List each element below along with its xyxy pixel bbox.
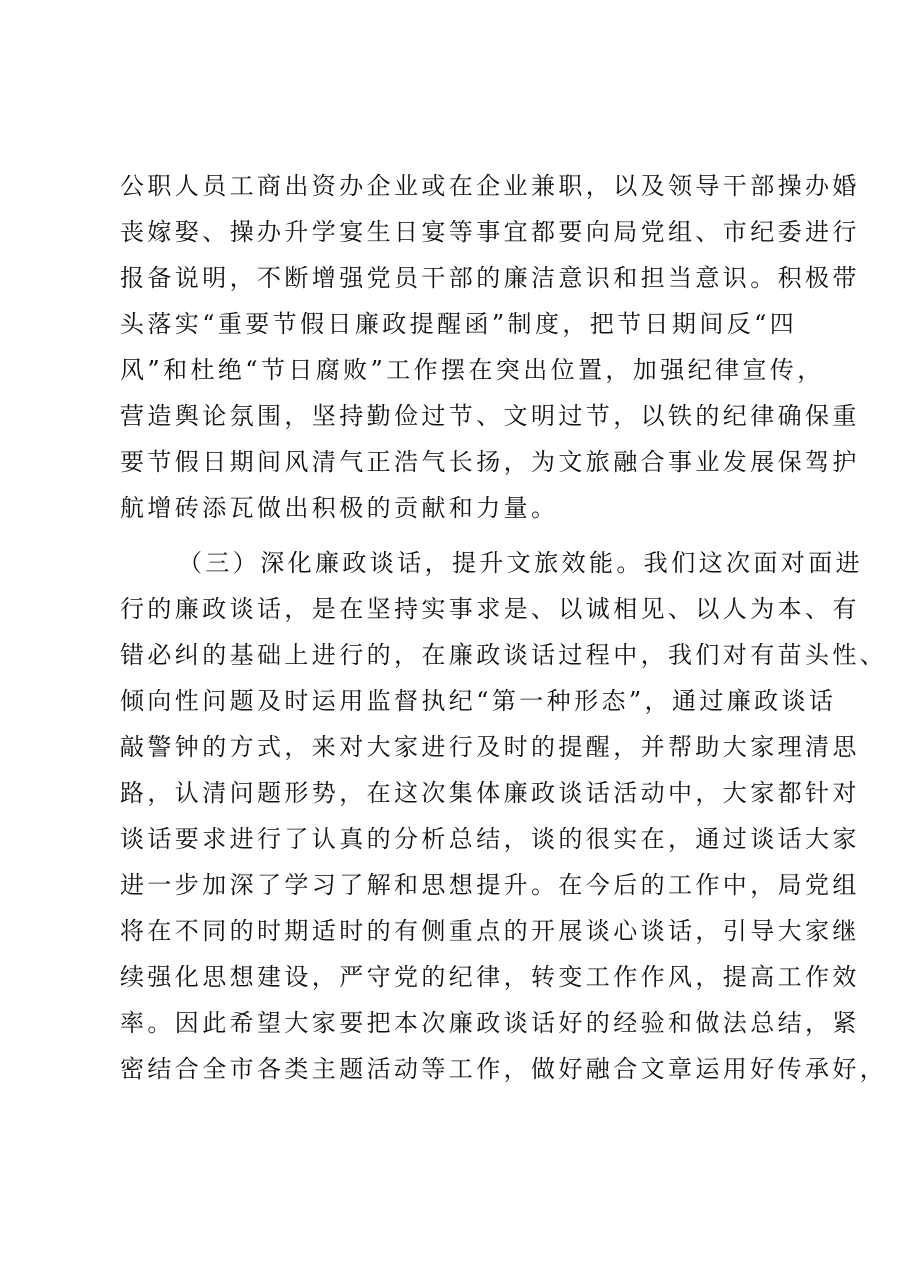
text-line: 公职人员工商出资办企业或在企业兼职，以及领导干部操办婚	[120, 172, 860, 200]
text-line: 风”和杜绝“节日腐败”工作摆在突出位置，加强纪律宣传，	[120, 356, 825, 384]
text-line: 行的廉政谈话，是在坚持实事求是、以诚相见、以人为本、有	[120, 595, 860, 623]
text-line: 将在不同的时期适时的有侧重点的开展谈心谈话，引导大家继	[120, 917, 860, 945]
text-line: 报备说明，不断增强党员干部的廉洁意识和担当意识。积极带	[120, 264, 860, 292]
text-line: 率。因此希望大家要把本次廉政谈话好的经验和做法总结，紧	[120, 1009, 860, 1037]
text-line: 进一步加深了学习了解和思想提升。在今后的工作中，局党组	[120, 871, 860, 899]
text-line: 营造舆论氛围，坚持勤俭过节、文明过节，以铁的纪律确保重	[120, 402, 860, 430]
text-line: 倾向性问题及时运用监督执纪“第一种形态”，通过廉政谈话	[120, 687, 837, 715]
text-line: 谈话要求进行了认真的分析总结，谈的很实在，通过谈话大家	[120, 825, 860, 853]
text-line: 敲警钟的方式，来对大家进行及时的提醒，并帮助大家理清思	[120, 733, 860, 761]
paragraph-heading-line: （三）深化廉政谈话，提升文旅效能。我们这次面对面进	[178, 549, 863, 577]
text-line: 航增砖添瓦做出积极的贡献和力量。	[120, 494, 559, 522]
text-line: 密结合全市各类主题活动等工作，做好融合文章运用好传承好，	[120, 1055, 888, 1083]
text-line: 要节假日期间风清气正浩气长扬，为文旅融合事业发展保驾护	[120, 448, 860, 476]
text-line: 头落实“重要节假日廉政提醒函”制度，把节日期间反“四	[120, 310, 798, 338]
text-line: 路，认清问题形势，在这次集体廉政谈话活动中，大家都针对	[120, 779, 860, 807]
text-line: 错必纠的基础上进行的，在廉政谈话过程中，我们对有苗头性、	[120, 641, 888, 669]
text-line: 丧嫁娶、操办升学宴生日宴等事宜都要向局党组、市纪委进行	[120, 218, 860, 246]
text-line: 续强化思想建设，严守党的纪律，转变工作作风，提高工作效	[120, 963, 860, 991]
